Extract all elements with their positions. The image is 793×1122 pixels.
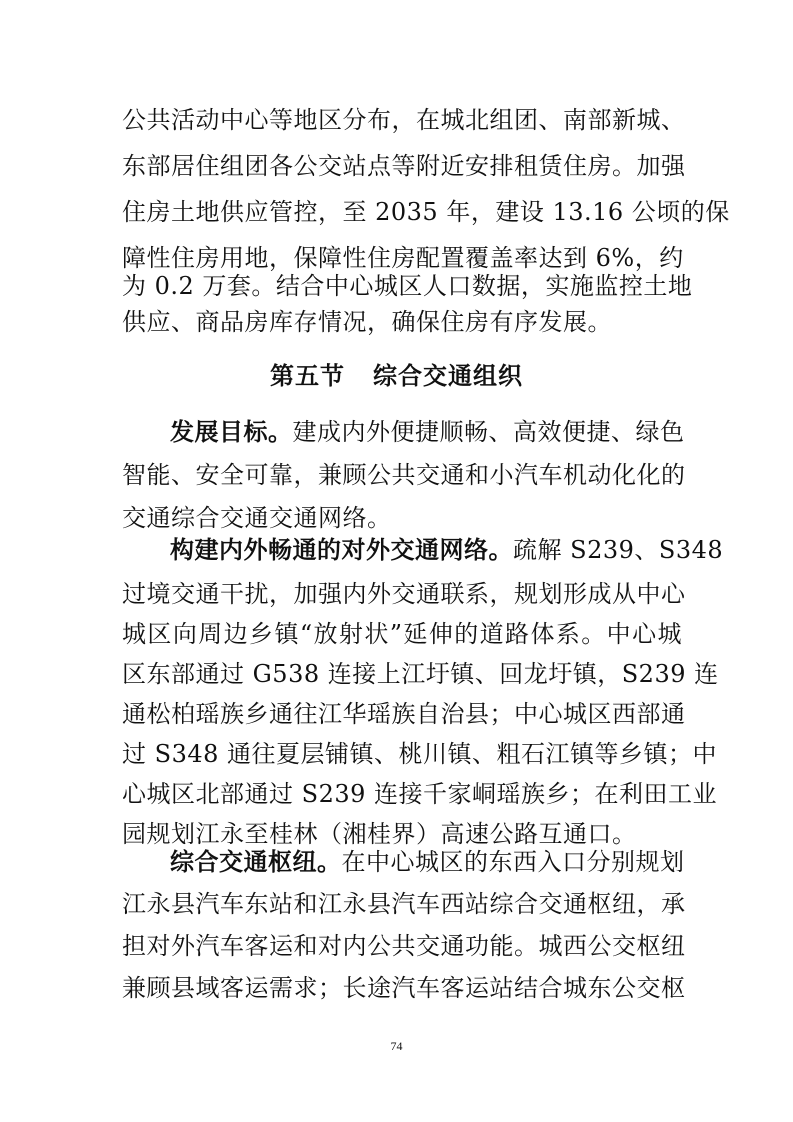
text-line: 供应、商品房库存情况，确保住房有序发展。 <box>122 308 612 336</box>
paragraph-lead: 综合交通枢纽。 <box>170 848 342 876</box>
text-line: 住房土地供应管控，至 2035 年，建设 13.16 公顷的保 <box>122 198 730 226</box>
text-line: 城区向周边乡镇“放射状”延伸的道路体系。中心城 <box>122 620 682 648</box>
text-line: 兼顾县域客运需求；长途汽车客运站结合城东公交枢 <box>122 974 686 1002</box>
text-line: 区东部通过 G538 连接上江圩镇、回龙圩镇，S239 连 <box>122 660 719 688</box>
page-number: 74 <box>390 1039 403 1053</box>
paragraph-lead: 发展目标。 <box>170 418 293 446</box>
text-line: 心城区北部通过 S239 连接千家峒瑶族乡；在利田工业 <box>122 780 718 808</box>
text-line: 构建内外畅通的对外交通网络。疏解 S239、S348 <box>170 536 724 564</box>
text-line: 园规划江永至桂林（湘桂界）高速公路互通口。 <box>122 820 637 848</box>
text-line: 公共活动中心等地区分布，在城北组团、南部新城、 <box>122 106 686 134</box>
text-line: 担对外汽车客运和对内公共交通功能。城西公交枢纽 <box>122 932 686 960</box>
text-line: 东部居住组团各公交站点等附近安排租赁住房。加强 <box>122 152 686 180</box>
section-heading <box>0 356 793 396</box>
text-line: 过境交通干扰，加强内外交通联系，规划形成从中心 <box>122 580 686 608</box>
text-line: 通松柏瑶族乡通往江华瑶族自治县；中心城区西部通 <box>122 700 686 728</box>
text-line: 交通综合交通交通网络。 <box>122 504 392 532</box>
section-number: 第五节 <box>270 362 345 390</box>
text-line: 为 0.2 万套。结合中心城区人口数据，实施监控土地 <box>122 272 693 300</box>
text-line: 过 S348 通往夏层铺镇、桃川镇、粗石江镇等乡镇；中 <box>122 740 718 768</box>
paragraph-lead: 构建内外畅通的对外交通网络。 <box>170 536 513 564</box>
text-line: 综合交通枢纽。在中心城区的东西入口分别规划 <box>170 848 685 876</box>
section-title: 综合交通组织 <box>373 362 523 390</box>
text-line: 江永县汽车东站和江永县汽车西站综合交通枢纽，承 <box>122 890 686 918</box>
text-line: 发展目标。建成内外便捷顺畅、高效便捷、绿色 <box>170 418 685 446</box>
text-line: 智能、安全可靠，兼顾公共交通和小汽车机动化化的 <box>122 461 686 489</box>
text-line: 障性住房用地，保障性住房配置覆盖率达到 6%，约 <box>122 244 684 272</box>
